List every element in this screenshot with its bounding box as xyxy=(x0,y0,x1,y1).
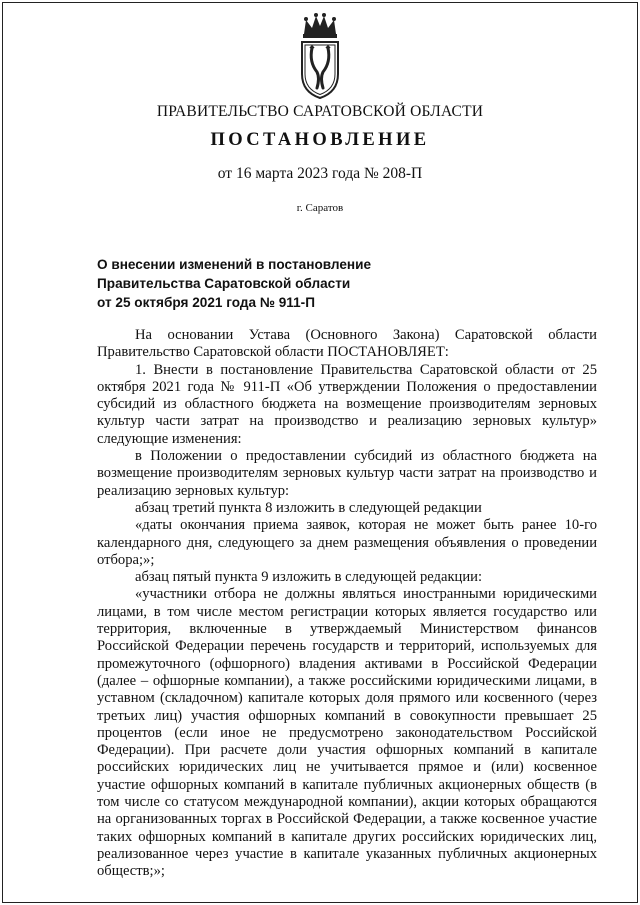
body-paragraph: «участники отбора не должны являться иностранными юридическими лицами, в том числе местом регистрации которых является государство или территория, включенные в утверждаемый Министерством финансов Российской Федерации перечень государств и территорий, используемых для промежуточного (офшорного) владения активами в Российской Федерации (далее – офшорные компании), а также российскими юридическими лицами, в уставном (складочном) капитале которых доля прямого или косвенного (через третьих лиц) участия офшорных компаний в совокупности превышает 25 процентов (если иное не предусмотрено законодательством Российской Федерации). При расчете доли участия офшорных компаний в капитале российских юридических лиц не учитывается прямое и (или) косвенное участие офшорных компаний в капитале публичных акционерных обществ (в том числе со статусом международной компании), акции которых обращаются на организованных торгах в Российской Федерации, а также косвенное участие таких офшорных компаний в капитале других российских юридических лиц, реализованное через участие в капитале указанных публичных акционерных обществ;»; xyxy=(97,586,597,880)
body-paragraph: 1. Внести в постановление Правительства Саратовской области от 25 октября 2021 года № 911-П «Об утверждении Положения о предоставлении субсидий из областного бюджета на возмещение производителям зерновых культур части затрат на производство и реализацию зерновых культур» следующие изменения: xyxy=(97,361,597,447)
subject-line: О внесении изменений в постановление xyxy=(97,257,372,272)
document-body xyxy=(97,327,597,881)
document-date-number: от 16 марта 2023 года № 208-П xyxy=(217,165,423,182)
body-paragraph: На основании Устава (Основного Закона) Саратовской области Правительство Саратовской области ПОСТАНОВЛЯЕТ: xyxy=(97,327,597,361)
coat-of-arms-icon xyxy=(290,12,350,102)
body-paragraph: абзац третий пункта 8 изложить в следующей редакции xyxy=(135,499,482,516)
body-paragraph: абзац пятый пункта 9 изложить в следующей редакции: xyxy=(135,569,483,586)
subject-line: Правительства Саратовской области xyxy=(97,276,351,291)
body-paragraph: «даты окончания приема заявок, которая не может быть ранее 10-го календарного дня, следующего за днем размещения объявления о проведении отбора;»; xyxy=(97,517,597,568)
government-name: ПРАВИТЕЛЬСТВО САРАТОВСКОЙ ОБЛАСТИ xyxy=(156,103,484,120)
body-paragraph: в Положении о предоставлении субсидий из областного бюджета на возмещение производителям зерновых культур части затрат на производство и реализацию зерновых культур: xyxy=(97,448,597,499)
document-city: г. Саратов xyxy=(296,202,344,214)
document-subject xyxy=(97,255,397,312)
document-type-title: ПОСТАНОВЛЕНИЕ xyxy=(210,130,430,150)
subject-line: от 25 октября 2021 года № 911-П xyxy=(97,295,315,310)
